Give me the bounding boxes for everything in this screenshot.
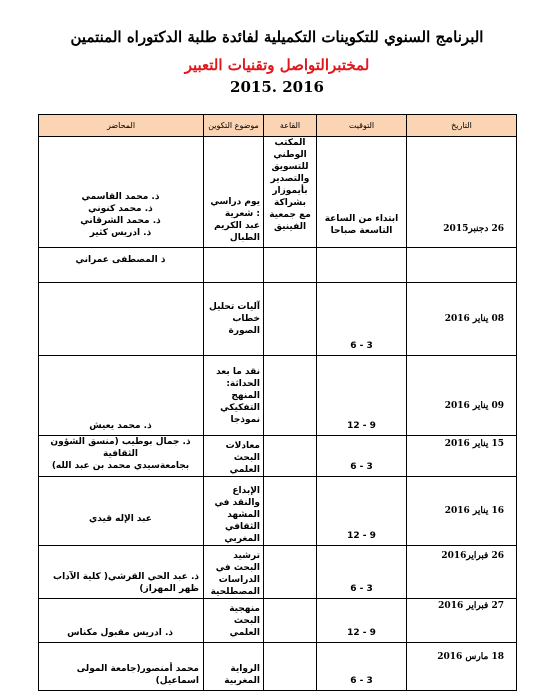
- header-time: التوقيت: [317, 115, 407, 137]
- schedule-table: [38, 114, 517, 691]
- row-topic: يوم دراسي : شعرية عبد الكريم الطبال: [204, 137, 264, 248]
- lecturer-name: ذ. محمد الشرقاني: [80, 216, 161, 226]
- row-date: 09 يناير 2016: [407, 356, 517, 436]
- table-row: [39, 546, 517, 599]
- lecturer-name: ذ. ادريس كثير: [89, 228, 152, 238]
- row-time: 9 - 12: [317, 477, 407, 546]
- header-room: القاعة: [264, 115, 317, 137]
- row-date: 18 مارس 2016: [407, 643, 517, 691]
- lecturer-name: ذ المصطفى عمراني: [75, 255, 166, 265]
- lecturer-name: ذ. عبد الحي القرشي( كلية الآداب ظهر المهراز): [53, 572, 199, 594]
- row-room: [264, 436, 317, 477]
- row-date: 27 فبراير 2016: [407, 599, 517, 643]
- row-lecturer: [39, 643, 204, 691]
- table-row: [39, 283, 517, 356]
- row-date: 08 يناير 2016: [407, 283, 517, 356]
- table-row: [39, 137, 517, 248]
- row-time: 3 - 6: [317, 643, 407, 691]
- table-row: [39, 477, 517, 546]
- table-row: [39, 643, 517, 691]
- row-topic: ترشيد البحث في الدراسات المصطلحية: [204, 546, 264, 599]
- row-lecturer: [39, 356, 204, 436]
- row-topic: الرواية المغربية: [204, 643, 264, 691]
- lab-name: لمختبرالتواصل وتقنيات التعبير: [184, 56, 370, 74]
- row-topic: معادلات البحث العلمي: [204, 436, 264, 477]
- row-time: ابتداء من الساعة التاسعة صباحا: [317, 137, 407, 248]
- table-row: [39, 436, 517, 477]
- lecturer-name: ذ. ادريس مقبول مكناس: [67, 628, 173, 638]
- row-time: 9 - 12: [317, 356, 407, 436]
- row-room: [264, 643, 317, 691]
- row-date: 26 فبراير2016: [407, 546, 517, 599]
- lecturer-name: ذ. محمد يعيش: [89, 421, 152, 431]
- row-time: [317, 248, 407, 283]
- lecturer-name: ذ. محمد كنوني: [88, 204, 153, 214]
- row-date: 26 دجنبر2015: [407, 137, 517, 248]
- row-lecturer: [39, 283, 204, 356]
- table-row: [39, 248, 517, 283]
- row-lecturer: [39, 436, 204, 477]
- lecturer-name: ذ. جمال بوطيب (منسق الشؤون الثقافية: [50, 437, 191, 459]
- row-date: [407, 248, 517, 283]
- row-room: [264, 356, 317, 436]
- row-room: [264, 599, 317, 643]
- row-lecturer: [39, 477, 204, 546]
- row-time: 9 - 12: [317, 599, 407, 643]
- lecturer-name: عبد الإله قيدي: [89, 514, 152, 524]
- row-lecturer: [39, 599, 204, 643]
- lecturer-name: محمد أمنصور(جامعة المولى اسماعيل): [76, 664, 199, 686]
- row-time: 3 - 6: [317, 546, 407, 599]
- row-time: 3 - 6: [317, 436, 407, 477]
- row-lecturer: [39, 137, 204, 248]
- row-topic: الإبداع والنقد في المشهد الثقافي المغربي: [204, 477, 264, 546]
- table-row: [39, 599, 517, 643]
- row-time: 3 - 6: [317, 283, 407, 356]
- row-topic: نقد ما بعد الحداثة: المنهج التفكيكي نموذجا: [204, 356, 264, 436]
- row-lecturer: [39, 546, 204, 599]
- row-topic: [204, 248, 264, 283]
- row-date: 15 يناير 2016: [407, 436, 517, 477]
- table-header-row: [39, 115, 517, 137]
- row-topic: آليات تحليل خطاب الصورة: [204, 283, 264, 356]
- row-room: [264, 248, 317, 283]
- row-date: 16 يناير 2016: [407, 477, 517, 546]
- header-topic: موضوع التكوين: [204, 115, 264, 137]
- header-date: التاريخ: [407, 115, 517, 137]
- row-room: [264, 546, 317, 599]
- row-room: [264, 283, 317, 356]
- row-room: المكتب الوطني للتسويق والتصدير بأيموزار بشراكة مع جمعية الفينيق: [264, 137, 317, 248]
- lecturer-name: بجامعةسيدي محمد بن عبد الله): [51, 461, 190, 471]
- row-room: [264, 477, 317, 546]
- academic-year: 2016 .2015: [230, 78, 324, 96]
- row-topic: منهجية البحث العلمي: [204, 599, 264, 643]
- document-title: البرنامج السنوي للتكوينات التكميلية لفائدة طلبة الدكتوراه المنتمين: [70, 28, 484, 46]
- lecturer-name: ذ. محمد القاسمي: [81, 192, 160, 202]
- table-row: [39, 356, 517, 436]
- header-lecturer: المحاضر: [39, 115, 204, 137]
- row-lecturer: [39, 248, 204, 283]
